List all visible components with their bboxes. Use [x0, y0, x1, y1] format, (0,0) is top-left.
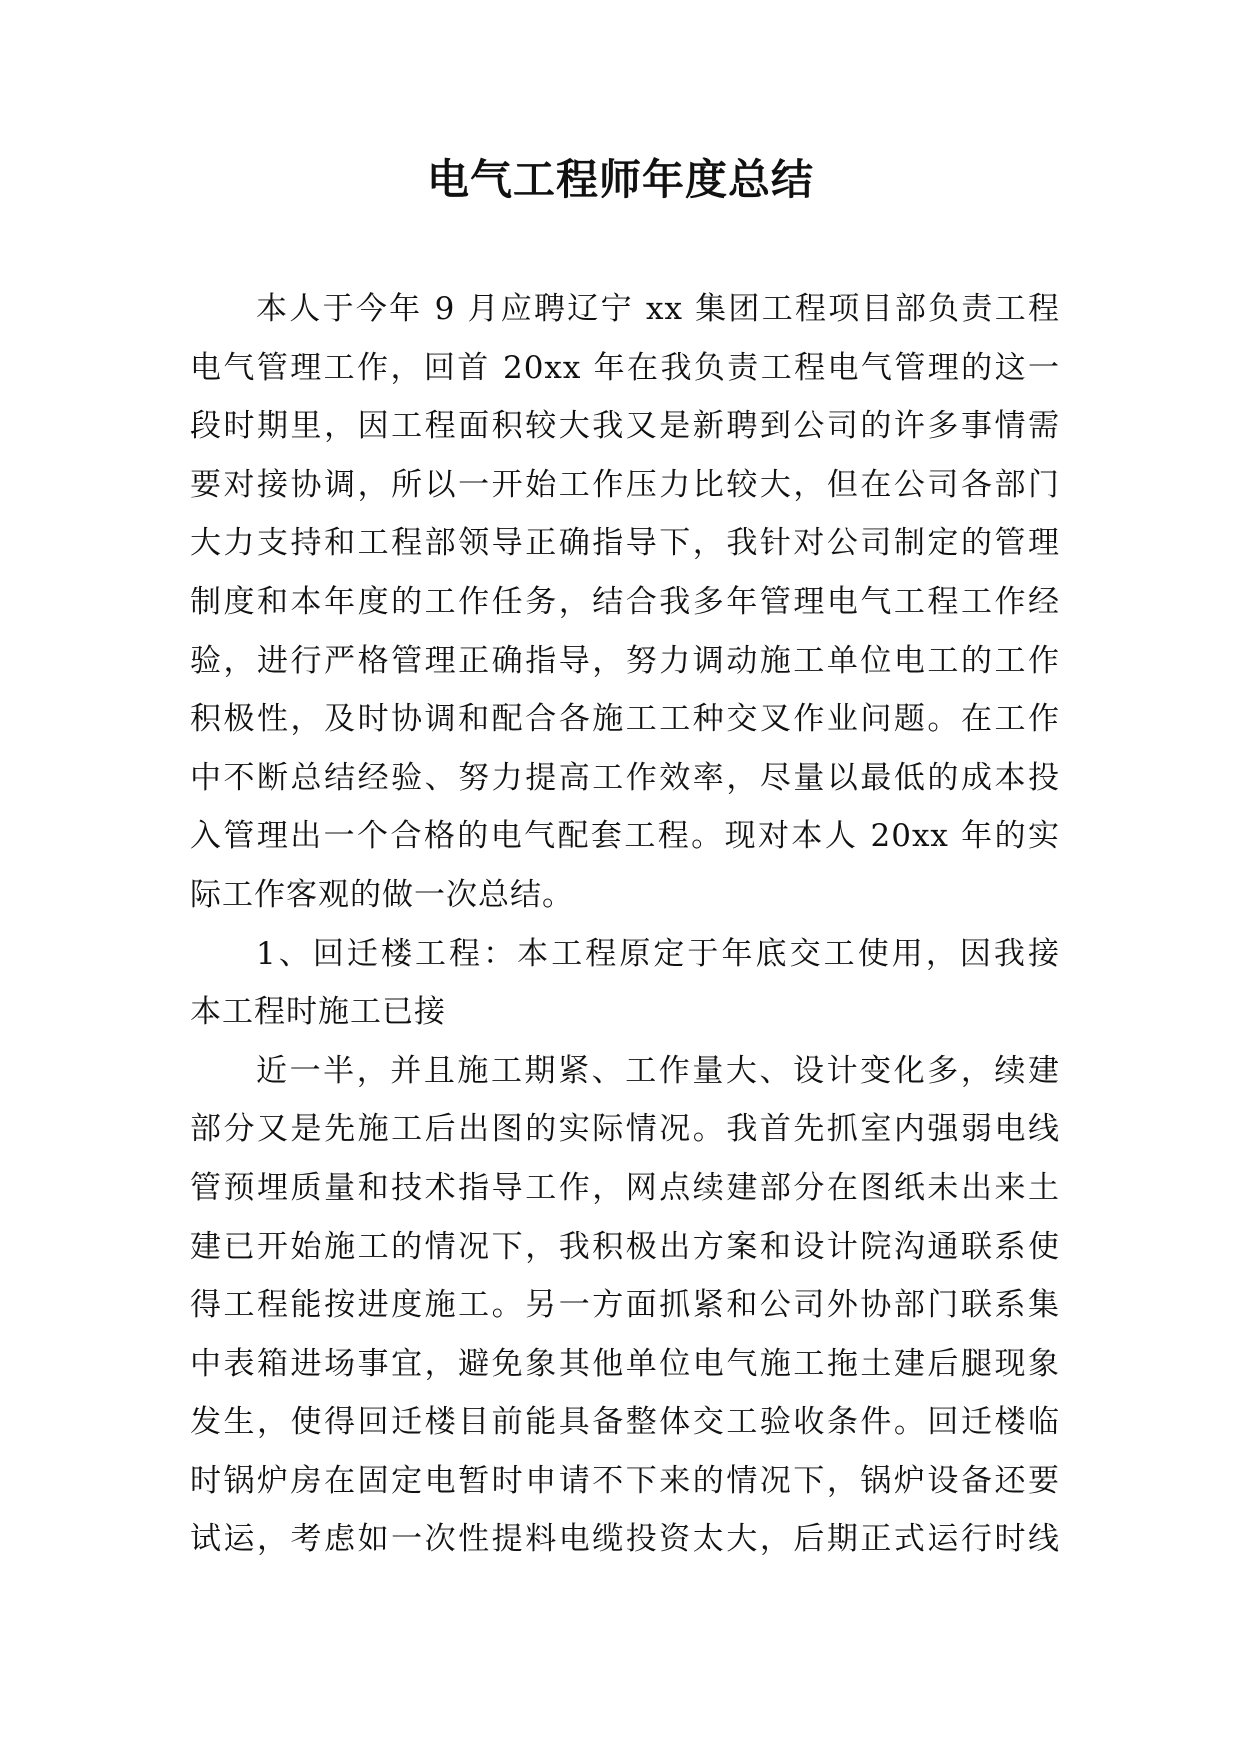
- paragraph-line: 要对接协调，所以一开始工作压力比较大，但在公司各部门: [190, 466, 1060, 503]
- paragraph-line: 发生，使得回迁楼目前能具备整体交工验收条件。回迁楼临: [190, 1404, 1060, 1441]
- paragraph-line: 1、回迁楼工程：本工程原定于年底交工使用，因我接: [256, 935, 1060, 972]
- paragraph-line: 中表箱进场事宜，避免象其他单位电气施工拖土建后腿现象: [190, 1345, 1060, 1382]
- paragraph-line: 验，进行严格管理正确指导，努力调动施工单位电工的工作: [190, 642, 1060, 679]
- paragraph-line: 段时期里，因工程面积较大我又是新聘到公司的许多事情需: [190, 408, 1060, 445]
- paragraph-line: 大力支持和工程部领导正确指导下，我针对公司制定的管理: [190, 525, 1060, 562]
- paragraph-line: 建已开始施工的情况下，我积极出方案和设计院沟通联系使: [190, 1228, 1060, 1265]
- paragraph-line: 积极性，及时协调和配合各施工工种交叉作业问题。在工作: [190, 701, 1060, 738]
- paragraph-line: 时锅炉房在固定电暂时申请不下来的情况下，锅炉设备还要: [190, 1462, 1060, 1499]
- paragraph-line: 试运，考虑如一次性提料电缆投资太大，后期正式运行时线: [190, 1521, 1060, 1558]
- paragraph-line: 际工作客观的做一次总结。: [190, 876, 574, 913]
- paragraph-line: 制度和本年度的工作任务，结合我多年管理电气工程工作经: [190, 583, 1060, 620]
- paragraph-line: 本工程时施工已接: [190, 994, 446, 1031]
- paragraph-line: 管预埋质量和技术指导工作，网点续建部分在图纸未出来土: [190, 1169, 1060, 1206]
- paragraph-line: 电气管理工作，回首 20xx 年在我负责工程电气管理的这一: [190, 349, 1060, 386]
- paragraph-line: 中不断总结经验、努力提高工作效率，尽量以最低的成本投: [190, 759, 1060, 796]
- paragraph-line: 得工程能按进度施工。另一方面抓紧和公司外协部门联系集: [190, 1287, 1060, 1324]
- paragraph-line: 部分又是先施工后出图的实际情况。我首先抓室内强弱电线: [190, 1111, 1060, 1148]
- document-body: [190, 280, 1060, 1569]
- paragraph-line: 入管理出一个合格的电气配套工程。现对本人 20xx 年的实: [190, 818, 1060, 855]
- document-title: 电气工程师年度总结: [426, 155, 814, 204]
- paragraph-line: 近一半，并且施工期紧、工作量大、设计变化多，续建: [256, 1052, 1060, 1089]
- paragraph-line: 本人于今年 9 月应聘辽宁 xx 集团工程项目部负责工程: [256, 291, 1060, 327]
